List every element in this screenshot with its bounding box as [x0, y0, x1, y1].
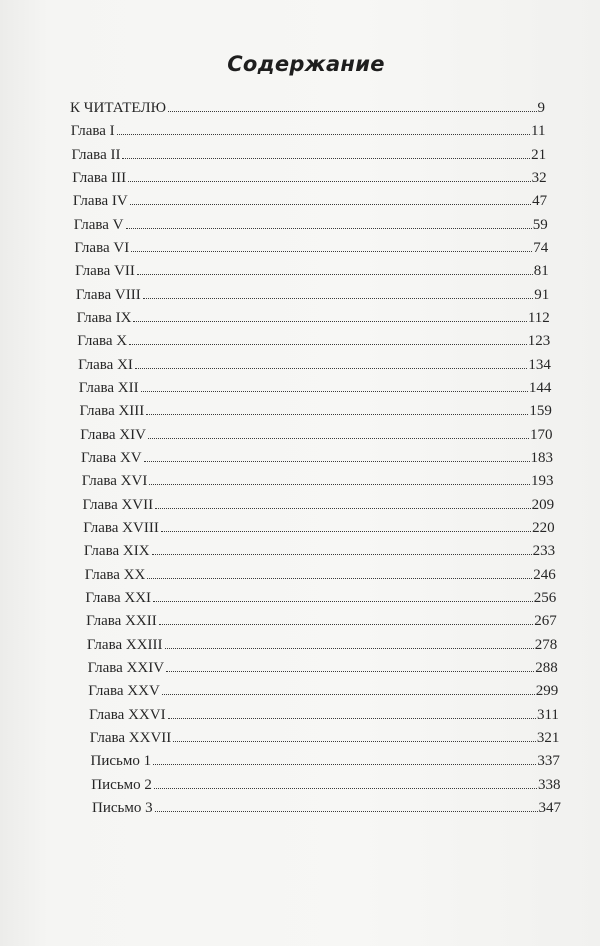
toc-entry-label: Глава XVI — [81, 473, 148, 490]
toc-entry[interactable] — [86, 611, 557, 631]
dot-leader — [154, 787, 537, 789]
toc-entry-page-number: 183 — [530, 450, 553, 466]
toc-entry-label: Глава XXIII — [86, 636, 163, 653]
toc-entry-page-number: 338 — [537, 776, 561, 793]
dot-leader — [141, 390, 528, 392]
toc-entry[interactable] — [91, 751, 560, 771]
toc-entry-label: Глава VIII — [75, 286, 141, 303]
toc-entry-label: Глава V — [73, 216, 124, 233]
dot-leader — [117, 133, 530, 135]
toc-entry-label: Письмо 2 — [91, 776, 152, 793]
toc-entry-page-number: 267 — [534, 613, 557, 630]
dot-leader — [159, 623, 533, 625]
dot-leader — [149, 483, 530, 485]
toc-entry-page-number: 299 — [535, 683, 559, 700]
toc-entry-page-number: 9 — [537, 100, 545, 116]
dot-leader — [162, 693, 535, 695]
toc-entry-label: Глава XIII — [79, 403, 145, 420]
toc-entry[interactable] — [72, 145, 547, 165]
toc-entry[interactable] — [83, 518, 554, 538]
toc-entry-label: Глава XXV — [88, 683, 160, 700]
toc-entry-label: Глава IX — [76, 310, 132, 326]
toc-entry-page-number: 81 — [533, 263, 549, 280]
toc-entry[interactable] — [81, 448, 553, 468]
toc-entry[interactable] — [85, 565, 556, 585]
toc-entry[interactable] — [74, 215, 548, 235]
toc-entry-page-number: 278 — [534, 636, 558, 653]
toc-entry-page-number: 144 — [528, 380, 552, 396]
toc-entry[interactable] — [73, 191, 547, 211]
toc-entry-label: Глава I — [70, 123, 115, 140]
dot-leader — [131, 250, 532, 252]
dot-leader — [152, 553, 532, 555]
toc-entry-page-number: 337 — [537, 753, 560, 770]
toc-entry-page-number: 347 — [538, 800, 561, 816]
toc-entry-label: Глава VII — [75, 263, 135, 280]
toc-entry-label: Глава XX — [84, 566, 146, 583]
dot-leader — [137, 273, 533, 275]
toc-entry-label: Глава XXII — [86, 613, 157, 630]
dot-leader — [135, 367, 527, 369]
toc-entry[interactable] — [70, 98, 545, 118]
toc-entry-page-number: 123 — [527, 333, 551, 350]
dot-leader — [126, 227, 532, 229]
toc-entry-label: Глава XV — [81, 450, 142, 466]
toc-entry-page-number: 112 — [527, 310, 550, 326]
toc-entry[interactable] — [88, 658, 558, 678]
toc-entry-label: Глава X — [77, 333, 128, 350]
toc-entry[interactable] — [88, 681, 558, 701]
dot-leader — [153, 600, 533, 602]
toc-entry[interactable] — [91, 775, 560, 795]
toc-entry[interactable] — [77, 331, 550, 351]
toc-entry[interactable] — [75, 261, 549, 281]
toc-entry-page-number: 256 — [533, 590, 557, 606]
dot-leader — [133, 320, 526, 322]
dot-leader — [168, 717, 536, 719]
toc-entry-label: Глава XVIII — [83, 520, 159, 536]
toc-entry-label: Глава III — [72, 170, 127, 186]
toc-entry-page-number: 220 — [532, 520, 555, 536]
toc-entry-page-number: 47 — [532, 193, 548, 210]
toc-entry-label: Письмо 1 — [90, 753, 152, 770]
toc-entry-page-number: 11 — [531, 123, 546, 140]
toc-entry-page-number: 134 — [528, 356, 551, 373]
toc-entry[interactable] — [78, 355, 551, 375]
toc-entry-label: Глава II — [71, 146, 121, 163]
toc-entry[interactable] — [80, 425, 552, 445]
toc-entry[interactable] — [72, 168, 546, 188]
toc-entry[interactable] — [71, 121, 546, 141]
toc-entry[interactable] — [82, 471, 554, 491]
toc-entry[interactable] — [92, 798, 561, 818]
dot-leader — [128, 180, 530, 182]
toc-entry[interactable] — [74, 238, 548, 258]
toc-entry-page-number: 170 — [529, 426, 553, 443]
toc-entry[interactable] — [87, 635, 557, 655]
toc-entry-page-number: 246 — [533, 566, 556, 583]
dot-leader — [143, 297, 534, 299]
toc-entry-page-number: 32 — [531, 170, 547, 186]
toc-entry-page-number: 159 — [529, 403, 552, 420]
dot-leader — [130, 203, 531, 205]
dot-leader — [146, 413, 528, 415]
dot-leader — [148, 437, 529, 439]
dot-leader — [147, 577, 532, 579]
dot-leader — [155, 507, 530, 509]
toc-entry-page-number: 233 — [532, 543, 556, 560]
toc-entry-label: Глава XII — [78, 380, 139, 396]
toc-entry-label: Глава XI — [78, 356, 133, 373]
toc-entry-label: К ЧИТАТЕЛЮ — [70, 100, 166, 116]
toc-entry-page-number: 321 — [536, 730, 560, 746]
toc-entry-page-number: 193 — [530, 473, 554, 490]
toc-entry-page-number: 59 — [532, 216, 548, 233]
toc-entry[interactable] — [77, 308, 550, 328]
dot-leader — [153, 763, 536, 765]
dot-leader — [166, 670, 534, 672]
toc-entry[interactable] — [85, 588, 556, 608]
toc-entry-page-number: 91 — [534, 286, 550, 303]
dot-leader — [168, 110, 537, 112]
dot-leader — [161, 530, 531, 532]
toc-entry-label: Глава XXI — [85, 590, 152, 606]
toc-entry[interactable] — [84, 541, 555, 561]
toc-entry-label: Глава XXIV — [87, 660, 165, 676]
toc-entry-label: Глава VI — [74, 240, 130, 256]
page-title: Содержание — [227, 52, 385, 76]
toc-entry-label: Глава XXVII — [89, 730, 172, 746]
toc-entry-label: Глава IV — [72, 193, 128, 210]
dot-leader — [165, 647, 534, 649]
dot-leader — [129, 343, 527, 345]
toc-entry-page-number: 288 — [535, 660, 558, 676]
dot-leader — [155, 810, 538, 812]
toc-entry[interactable] — [80, 401, 552, 421]
dot-leader — [122, 157, 530, 159]
toc-entry[interactable] — [83, 495, 555, 515]
toc-entry-page-number: 209 — [531, 496, 555, 513]
toc-entry[interactable] — [90, 728, 560, 748]
dot-leader — [144, 460, 530, 462]
toc-entry-label: Глава XIX — [83, 543, 150, 560]
toc-entry-label: Глава XIV — [80, 426, 146, 443]
toc-entry-page-number: 311 — [536, 706, 559, 723]
toc-entry-page-number: 74 — [533, 240, 549, 256]
toc-entry-label: Глава XXVI — [89, 706, 166, 723]
toc-entry[interactable] — [76, 285, 549, 305]
toc-entry[interactable] — [89, 705, 559, 725]
toc-entry-label: Глава XVII — [82, 496, 154, 513]
toc-entry-label: Письмо 3 — [92, 800, 153, 816]
toc-entry-page-number: 21 — [531, 146, 547, 163]
dot-leader — [173, 740, 536, 742]
toc-entry[interactable] — [79, 378, 552, 398]
